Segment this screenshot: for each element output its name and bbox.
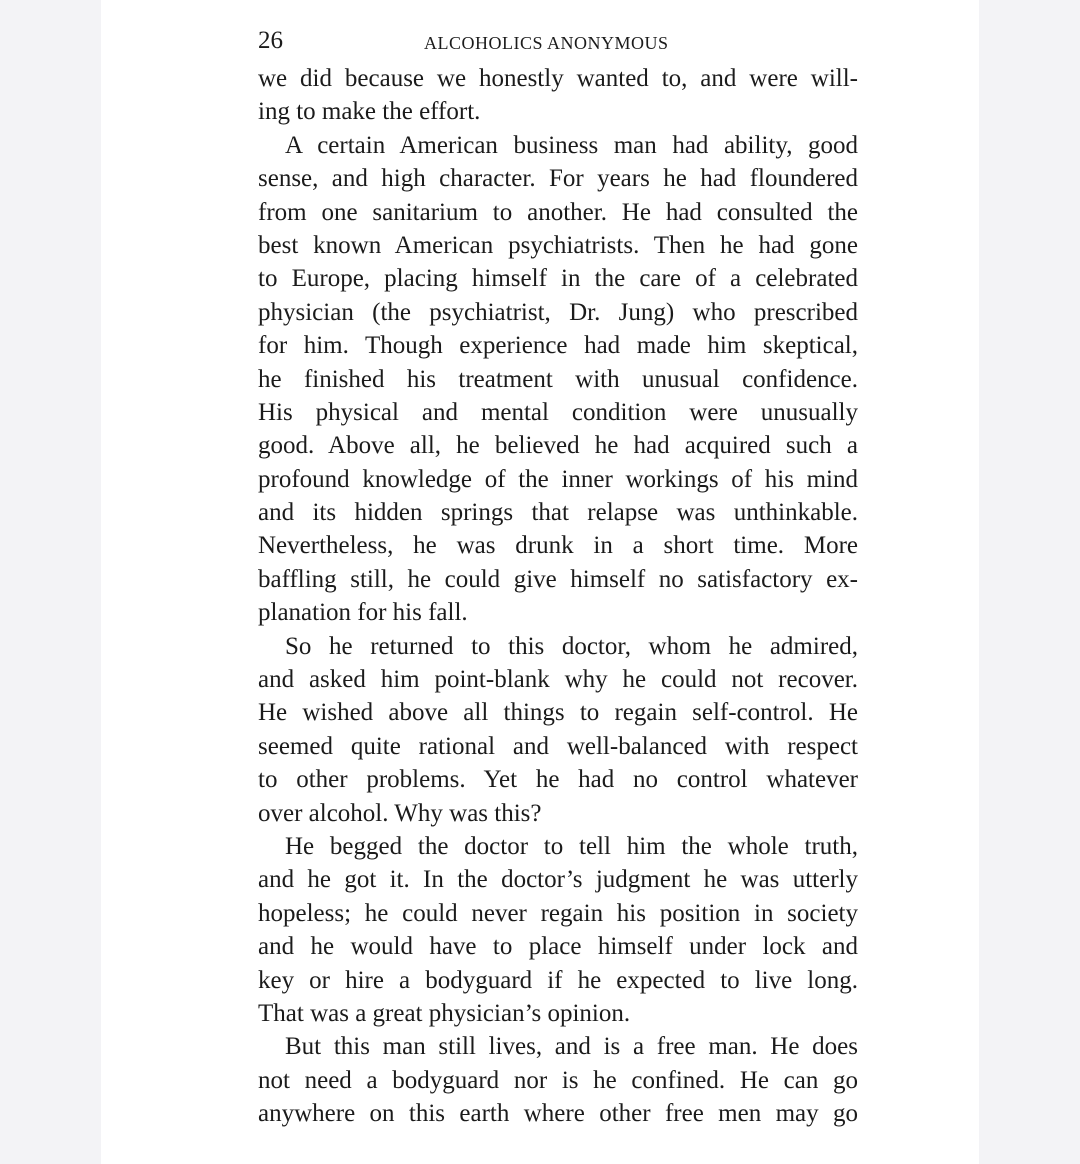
paragraph xyxy=(258,830,858,1030)
text-line: we did because we honestly wanted to, and were will- xyxy=(258,65,858,92)
text-line: and he would have to place himself under lock and xyxy=(258,933,858,961)
paragraph xyxy=(258,129,858,630)
text-line: baffling still, he could give himself no satisfactory ex- xyxy=(258,565,858,593)
text-line: So he returned to this doctor, whom he admired, xyxy=(285,632,858,660)
text-line: for him. Though experience had made him skeptical, xyxy=(258,332,858,360)
text-line: That was a great physician’s opinion. xyxy=(258,999,631,1027)
text-line: key or hire a bodyguard if he expected to live long. xyxy=(258,966,858,994)
text-line: seemed quite rational and well-balanced with respect xyxy=(258,732,858,760)
text-line: But this man still lives, and is a free man. He does xyxy=(285,1033,858,1061)
text-line: He begged the doctor to tell him the whole truth, xyxy=(285,832,858,860)
paragraph xyxy=(258,1030,858,1130)
text-line: Nevertheless, he was drunk in a short time. More xyxy=(258,532,858,560)
text-line: His physical and mental condition were unusually xyxy=(258,398,858,426)
text-line: He wished above all things to regain self-control. He xyxy=(258,699,858,727)
text-line: anywhere on this earth where other free men may go xyxy=(258,1100,858,1128)
text-line: best known American psychiatrists. Then he had gone xyxy=(258,231,858,259)
page-number: 26 xyxy=(258,27,283,54)
paragraph xyxy=(258,62,858,129)
text-line: to Europe, placing himself in the care of a celebrated xyxy=(258,265,858,293)
text-line: profound knowledge of the inner workings of his mind xyxy=(258,465,858,493)
page-header xyxy=(258,24,858,58)
text-line: over alcohol. Why was this? xyxy=(258,799,542,827)
text-line: physician (the psychiatrist, Dr. Jung) who prescribed xyxy=(258,298,858,326)
text-line: A certain American business man had ability, good xyxy=(285,131,858,159)
running-head: ALCOHOLICS ANONYMOUS xyxy=(424,33,669,53)
book-page xyxy=(101,0,979,1164)
text-line: from one sanitarium to another. He had consulted the xyxy=(258,198,858,226)
text-line: not need a bodyguard nor is he confined. He can go xyxy=(258,1066,858,1094)
text-line: sense, and high character. For years he had floundered xyxy=(258,165,858,193)
text-line: and its hidden springs that relapse was unthinkable. xyxy=(258,499,858,527)
text-line: good. Above all, he believed he had acquired such a xyxy=(258,432,858,460)
paragraph xyxy=(258,630,858,830)
text-line: ing to make the effort. xyxy=(258,98,481,126)
text-line: and asked him point-blank why he could not recover. xyxy=(258,666,858,694)
body-text xyxy=(258,62,858,1131)
text-line: to other problems. Yet he had no control whatever xyxy=(258,766,858,794)
text-line: planation for his fall. xyxy=(258,599,468,627)
text-line: and he got it. In the doctor’s judgment he was utterly xyxy=(258,866,858,894)
text-line: he finished his treatment with unusual confidence. xyxy=(258,365,858,393)
text-line: hopeless; he could never regain his position in society xyxy=(258,899,858,927)
